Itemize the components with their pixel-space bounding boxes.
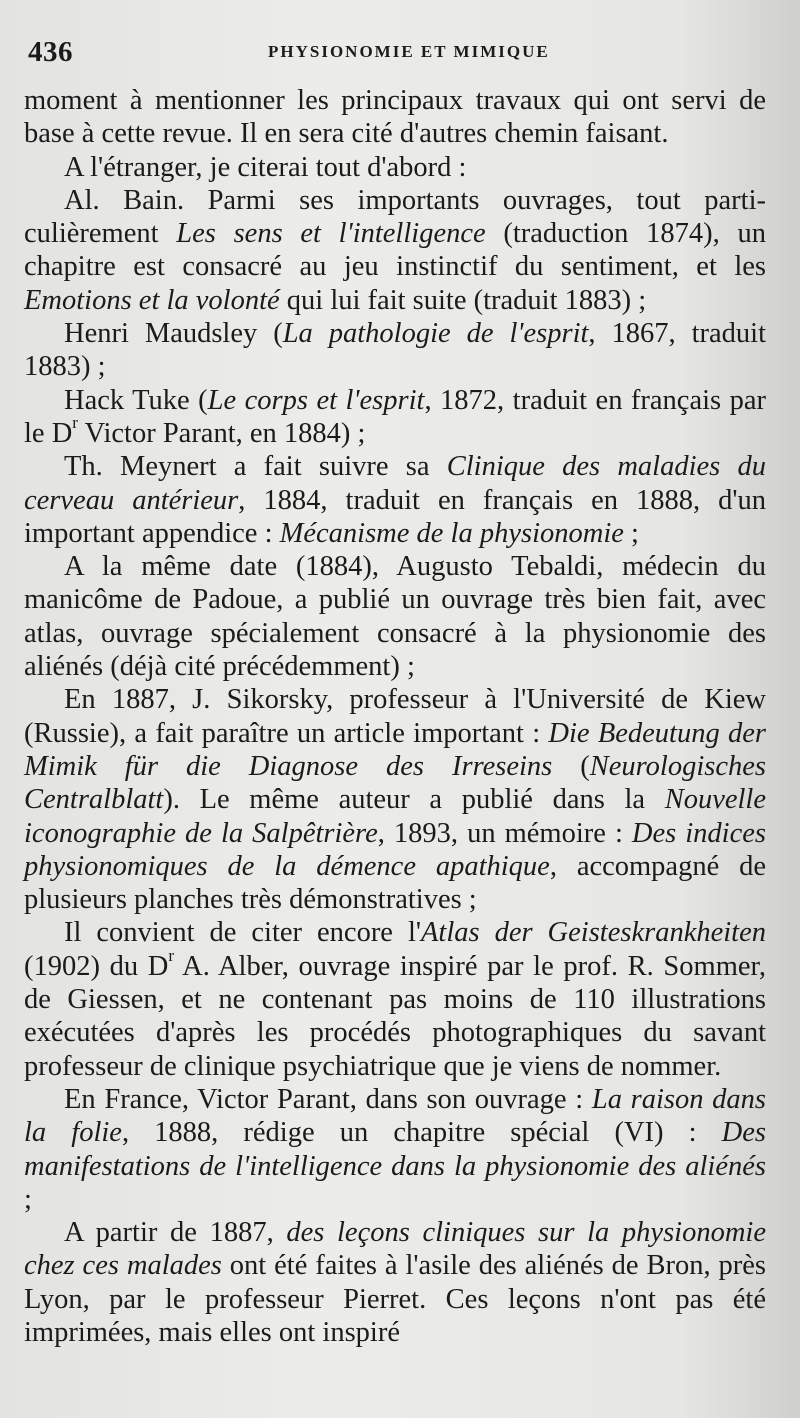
text-run: (traduction 1874), un chapitre est consacré au jeu instinctif du sentiment, et les xyxy=(24,218,766,283)
text-run: Hack Tuke ( xyxy=(64,384,208,416)
page-number: 436 xyxy=(28,36,73,68)
text-run: A la même date (1884), Augusto Tebaldi, médecin du manicôme de Padoue, a publié un ouvrage très bien fait, avec atlas, ouvrage spécialement consacré à la physionomie des aliénés (déjà cité précédemment) ; xyxy=(24,551,766,683)
paragraph xyxy=(24,683,766,916)
superscript: r xyxy=(168,945,175,965)
text-run: , 1872, traduit en français par le D xyxy=(24,384,766,449)
text-run: ; xyxy=(623,517,639,549)
paragraph xyxy=(24,184,766,317)
italic-title: Neurologisches Centralblatt xyxy=(24,750,766,816)
paragraph xyxy=(24,450,766,550)
superscript: r xyxy=(72,412,78,432)
text-run: En France, Victor Parant, dans son ouvrage : xyxy=(64,1083,592,1115)
text-run: ( xyxy=(552,750,590,782)
text-run: , 1893, un mémoire : xyxy=(377,817,632,849)
text-run: ont été faites à l'asile des aliénés de Bron, près Lyon, par le professeur Pierret. Ces leçons n'ont pas été imprimées, mais elles ont inspiré xyxy=(24,1250,766,1348)
text-run: Victor Parant, en 1884) ; xyxy=(77,417,366,449)
paragraph xyxy=(24,317,766,384)
page-header xyxy=(28,36,776,70)
text-run: A partir de 1887, xyxy=(64,1217,287,1249)
text-run: qui lui fait suite (traduit 1883) ; xyxy=(279,284,647,316)
text-run: Al. Bain. Parmi ses importants ouvrages, tout particulièrement xyxy=(24,184,766,250)
paragraph xyxy=(24,84,766,151)
italic-title: des leçons cliniques sur la physionomie chez ces malades xyxy=(24,1217,766,1282)
paragraph xyxy=(24,1083,766,1216)
paragraph xyxy=(24,550,766,683)
italic-title: Le corps et l'esprit xyxy=(207,384,425,416)
italic-title: Les sens et l'intelligence xyxy=(176,218,486,250)
paragraph xyxy=(24,916,766,1082)
italic-title: Emotions et la volonté xyxy=(24,284,280,316)
running-title: PHYSIONOMIE ET MIMIQUE xyxy=(268,42,550,61)
text-run: Th. Meynert a fait suivre sa xyxy=(64,451,447,483)
text-run: (1902) du D xyxy=(24,950,169,982)
text-run: ; xyxy=(24,1183,32,1215)
text-run: , 1888, rédige un chapitre spécial (VI) : xyxy=(121,1117,722,1149)
paragraph xyxy=(24,1216,766,1349)
italic-title: Die Bedeutung der Mimik für die Diagnose des Irreseins xyxy=(24,717,766,782)
text-run: , 1867, traduit 1883) ; xyxy=(24,318,766,383)
text-run: ). Le même auteur a publié dans la xyxy=(163,784,665,816)
italic-title: La raison dans la folie xyxy=(24,1083,766,1149)
text-run: moment à mentionner les principaux travaux qui ont servi de base à cette revue. Il en sera cité d'autres chemin faisant. xyxy=(24,85,766,150)
italic-title: Des indices physionomiques de la démence apathique xyxy=(24,817,766,882)
italic-title: Clinique des maladies du cerveau antérieur xyxy=(24,451,766,516)
italic-title: La pathologie de l'esprit xyxy=(282,318,589,350)
paragraph xyxy=(24,384,766,451)
italic-title: Atlas der Geisteskrankheiten xyxy=(421,917,766,949)
text-run: A l'étranger, je citerai tout d'abord : xyxy=(64,151,467,183)
paragraph xyxy=(24,151,766,184)
text-run: Il convient de citer encore l' xyxy=(64,917,421,949)
text-run: , 1884, traduit en français en 1888, d'un important appendice : xyxy=(24,484,766,549)
italic-title: Nouvelle iconographie de la Salpêtrière xyxy=(24,784,766,849)
italic-title: Des manifestations de l'intelligence dans la physionomie des aliénés xyxy=(24,1117,766,1182)
text-run: En 1887, J. Sikorsky, professeur à l'Université de Kiew (Russie), a fait paraître un article important : xyxy=(24,684,766,749)
body-text xyxy=(24,84,766,1349)
italic-title: Mécanisme de la physionomie xyxy=(279,517,624,549)
text-run: , accompagné de plusieurs planches très démonstratives ; xyxy=(24,850,766,916)
text-run: A. Alber, ouvrage inspiré par le prof. R. Sommer, de Giessen, et ne contenant pas moins de 110 illustrations exécutées d'après les procédés photographiques du savant professeur de clinique psychiatrique que je viens de nommer. xyxy=(24,950,766,1082)
text-run: Henri Maudsley ( xyxy=(64,318,283,350)
